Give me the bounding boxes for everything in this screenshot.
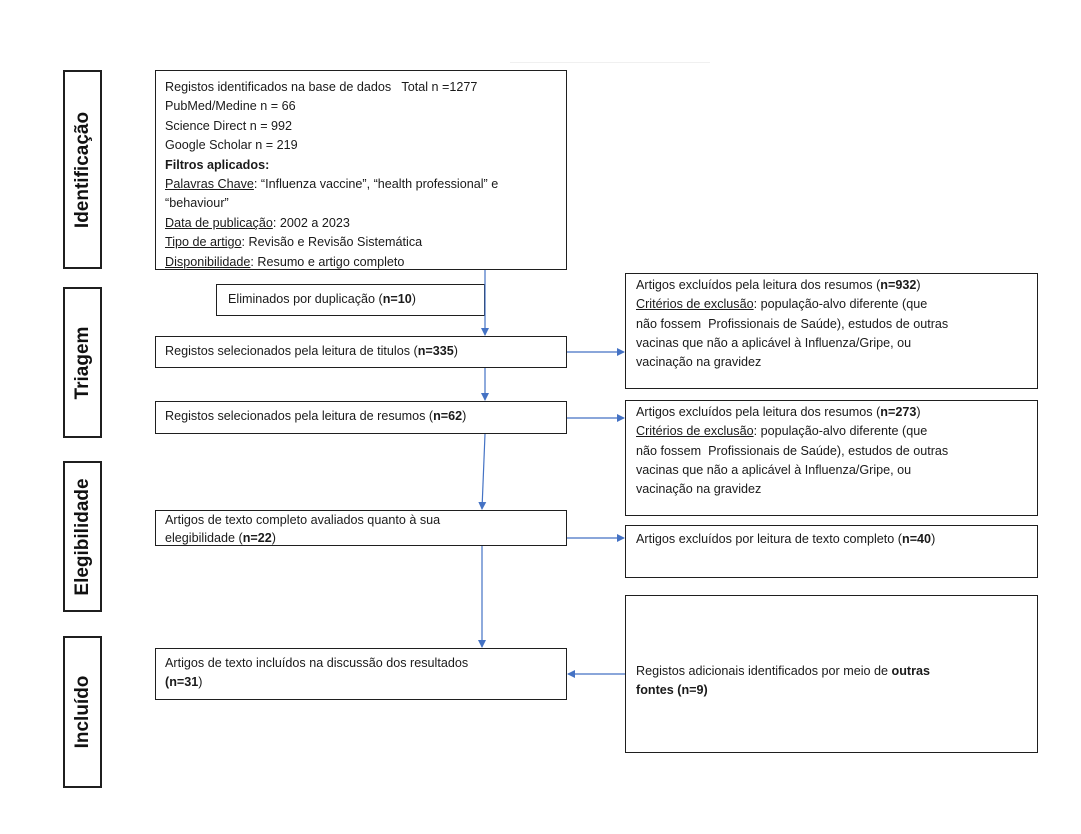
criteria-text: vacinação na gravidez [636, 355, 762, 370]
filter-key: Data de publicação [165, 215, 273, 230]
filter-value: : Revisão e Revisão Sistemática [241, 235, 423, 250]
stage-label: Triagem [71, 326, 93, 399]
arrow-down-icon [482, 434, 485, 509]
stage-label: Incluído [71, 675, 93, 749]
duplicates-count: n=10 [382, 292, 412, 306]
criteria-text: vacinas que não a aplicável à Influenza/Gripe, ou [636, 462, 912, 477]
exclusion-text: Artigos excluídos por leitura de texto completo ( [636, 532, 902, 546]
filter-value: “behaviour” [165, 196, 229, 211]
paren: ) [916, 278, 921, 292]
paren: ) [916, 405, 921, 419]
criteria-text: não fossem Profissionais de Saúde), estudos de outras [636, 316, 949, 331]
criteria-key: Critérios de exclusão [636, 297, 754, 312]
source-sciencedirect: Science Direct n = 992 [165, 118, 293, 133]
exclusion-count: n=273 [880, 405, 917, 419]
abstracts-count: n=62 [433, 409, 463, 423]
filter-key: Tipo de artigo [165, 235, 242, 250]
exclusion-text: Artigos excluídos pela leitura dos resumos ( [636, 278, 881, 292]
paren: ) [931, 532, 936, 546]
paren: ) [198, 675, 203, 689]
other-sources-count: fontes (n=9) [636, 683, 708, 698]
filter-value: : “Influenza vaccine”, “health professional” e [253, 177, 499, 192]
filters-heading: Filtros aplicados: [165, 157, 270, 172]
other-sources-text: Registos adicionais identificados por meio de [636, 664, 892, 678]
titles-count: n=335 [417, 344, 454, 358]
criteria-text: vacinação na gravidez [636, 482, 762, 497]
source-pubmed: PubMed/Medine n = 66 [165, 99, 296, 114]
criteria-text: não fossem Profissionais de Saúde), estudos de outras [636, 443, 949, 458]
filter-value: : Resumo e artigo completo [250, 254, 405, 269]
criteria-text: : população-alvo diferente (que [753, 424, 928, 439]
paren: ) [462, 409, 467, 423]
criteria-key: Critérios de exclusão [636, 424, 754, 439]
source-googlescholar: Google Scholar n = 219 [165, 138, 298, 153]
criteria-text: vacinas que não a aplicável à Influenza/Gripe, ou [636, 335, 912, 350]
exclusion-count: n=40 [902, 532, 932, 546]
filter-value: : 2002 a 2023 [272, 215, 350, 230]
included-text: Artigos de texto incluídos na discussão dos resultados [165, 656, 469, 670]
exclusion-count: n=932 [880, 278, 917, 292]
filter-key: Disponibilidade [165, 254, 251, 269]
other-sources-bold: outras [891, 664, 931, 678]
paren: ) [271, 531, 276, 545]
paren: ) [453, 344, 458, 358]
filter-key: Palavras Chave [165, 177, 254, 192]
eligibility-text: elegibilidade ( [165, 531, 243, 545]
paren: ) [411, 292, 416, 306]
duplicates-text: Eliminados por duplicação ( [228, 292, 383, 306]
eligibility-text: Artigos de texto completo avaliados quanto à sua [165, 513, 441, 527]
included-count: (n=31 [165, 675, 199, 689]
titles-text: Registos selecionados pela leitura de titulos ( [165, 344, 418, 358]
stage-label: Elegibilidade [71, 477, 93, 596]
records-total: Registos identificados na base de dados Total n =1277 [165, 80, 478, 94]
criteria-text: : população-alvo diferente (que [753, 297, 928, 312]
stage-label: Identificação [71, 111, 93, 228]
eligibility-count: n=22 [242, 531, 272, 545]
abstracts-text: Registos selecionados pela leitura de resumos ( [165, 409, 434, 423]
exclusion-text: Artigos excluídos pela leitura dos resumos ( [636, 405, 881, 419]
